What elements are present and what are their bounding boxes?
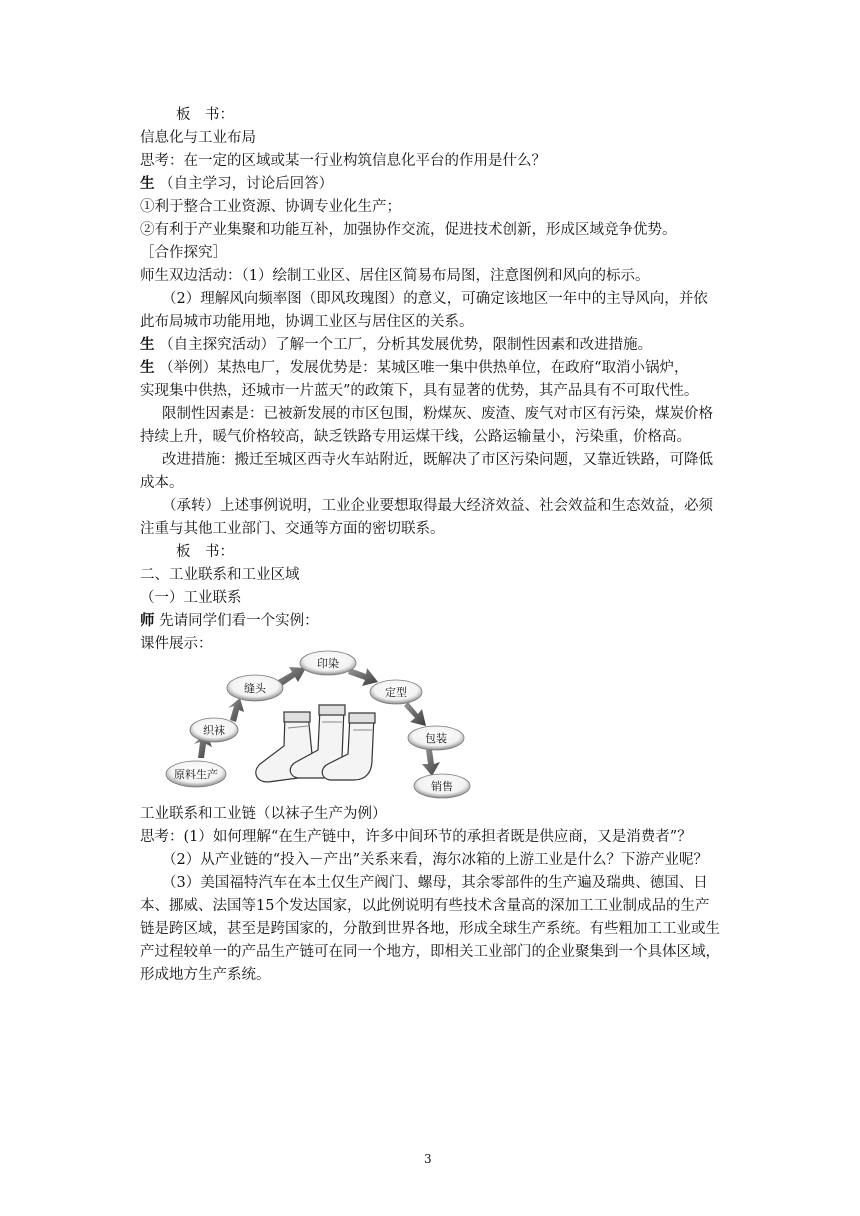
svg-text:印染: 印染 [317,657,339,670]
svg-text:销售: 销售 [431,780,453,793]
paragraph-line: 课件展示： [140,636,213,652]
svg-text:定型: 定型 [385,686,407,699]
process-node-knitting [190,718,238,742]
paragraph-line: 改进措施：搬迁至城区西寺火车站附近，既解决了市区污染问题，又靠近铁路，可降低 [162,452,713,468]
process-node-shaping [370,680,422,704]
paragraph-line: （2）从产业链的“投入－产出”关系来看，海尔冰箱的上游工业是什么？下游产业呢？ [162,852,709,868]
page-number: 3 [424,1152,432,1166]
svg-text:织袜: 织袜 [203,724,225,737]
paragraph-line: （2）理解风向频率图（即风玫瑰图）的意义，可确定该地区一年中的主导风向，并依 [162,291,708,307]
svg-text:包装: 包装 [425,732,447,745]
svg-text:原料生产: 原料生产 [174,768,218,781]
process-node-toe-sewing [227,675,283,701]
paragraph-line: 思考：(1）如何理解“在生产链中，许多中间环节的承担者既是供应商，又是消费者”？ [140,829,692,845]
speaker-label: 生 [140,176,155,192]
paragraph-line: 师生双边活动：（1）绘制工业区、居住区简易布局图，注意图例和风向的标示。 [140,268,650,284]
paragraph-line: 生 （举例）某热电厂，发展优势是：某城区唯一集中供热单位，在政府“取消小锅炉， [140,360,689,376]
paragraph-line: 师 先请同学们看一个实例： [140,613,319,629]
board-label-1: 板 书： [176,107,234,123]
section-title: 二、工业联系和工业区域 [140,567,300,583]
paragraph-line: 本、挪威、法国等15个发达国家，以此例说明有些技术含量高的深加工工业制成品的生产 [140,898,710,914]
paragraph-line: 注重与其他工业部门、交通等方面的密切联系。 [140,521,445,537]
process-node-packaging [408,726,464,750]
paragraph-line: 链是跨区域，甚至是跨国家的，分散到世界各地，形成全球生产系统。有些粗加工工业或生 [140,921,720,937]
paragraph-line: 成本。 [140,475,184,491]
speaker-label: 生 [140,360,155,376]
speaker-label: 师 [140,613,155,629]
paragraph-line: （承转）上述事例说明，工业企业要想取得最大经济效益、社会效益和生态效益，必须 [162,498,713,514]
paragraph-line: 生 （自主探究活动）了解一个工厂，分析其发展优势，限制性因素和改进措施。 [140,337,653,353]
paragraph-line: ②有利于产业集聚和功能互补，加强协作交流，促进技术创新，形成区域竞争优势。 [140,222,677,238]
process-node-raw-material [166,761,226,787]
figure-caption: 工业联系和工业链（以袜子生产为例） [140,806,387,822]
paragraph-line: 生 （自主学习，讨论后回答） [140,176,334,192]
paragraph-line: 产过程较单一的产品生产链可在同一个地方，即相关工业部门的企业聚集到一个具体区域， [140,944,720,960]
board-label-2: 板 书： [176,544,234,560]
process-node-sales [414,774,470,798]
paragraph-line: 持续上升，暖气价格较高，缺乏铁路专用运煤干线，公路运输量小，污染重，价格高。 [140,429,691,445]
paragraph-line: 此布局城市功能用地，协调工业区与居住区的关系。 [140,314,474,330]
speaker-label: 生 [140,337,155,353]
section-title-info: 信息化与工业布局 [140,130,256,146]
section-heading: ［合作探究］ [140,245,227,261]
subsection-title: （一）工业联系 [140,590,242,606]
paragraph-line: 实现集中供热，还城市一片蓝天”的政策下，具有显著的优势，其产品具有不可取代性。 [140,383,699,399]
paragraph-line: 限制性因素是：已被新发展的市区包围，粉煤灰、废渣、废气对市区有污染，煤炭价格 [162,406,713,422]
process-node-dyeing [300,651,356,675]
sock-production-chain-diagram [160,650,480,800]
svg-text:缝头: 缝头 [244,682,266,695]
paragraph-line: ①利于整合工业资源、协调专业化生产； [140,199,401,215]
paragraph-line: 形成地方生产系统。 [140,967,271,983]
socks-illustration [256,705,375,782]
paragraph-line: （3）美国福特汽车在本土仅生产阀门、螺母，其余零部件的生产遍及瑞典、德国、日 [162,875,708,891]
paragraph-line: 思考：在一定的区域或某一行业构筑信息化平台的作用是什么？ [140,153,546,169]
